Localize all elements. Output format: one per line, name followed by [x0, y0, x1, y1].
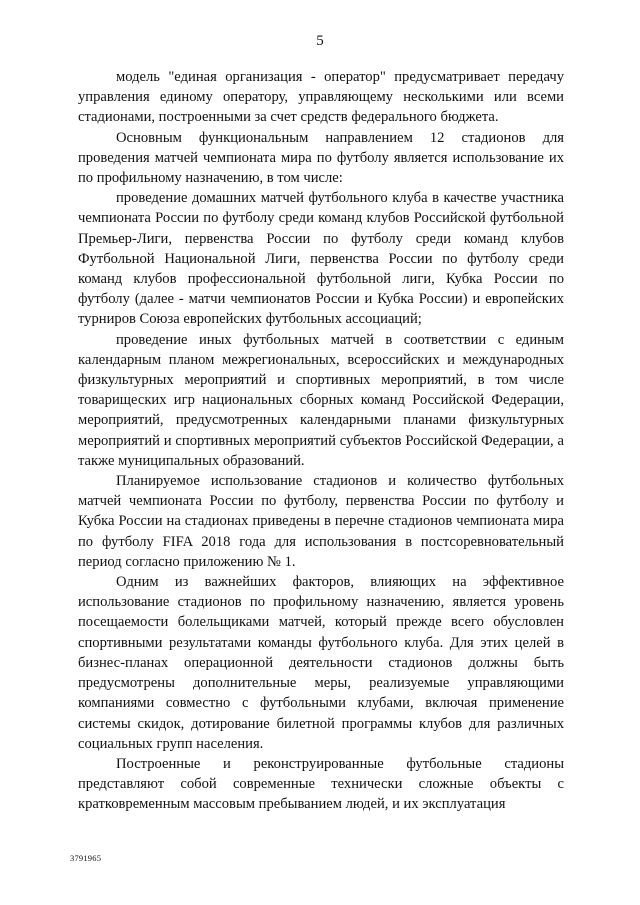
paragraph-6: Одним из важнейших факторов, влияющих на эффективное использование стадионов по профильному назначению, является уровень посещаемости болельщиками матчей, который прежде всего обусловлен спортивными результатами команды футбольного клуба. Для этих целей в бизнес-планах операционной деятельности стадионов должны быть предусмотрены дополнительные меры, реализуемые управляющими компаниями совместно с футбольными клубами, включая применение системы скидок, дотирование билетной программы клубов для различных социальных групп населения. — [78, 574, 564, 752]
paragraph-5: Планируемое использование стадионов и количество футбольных матчей чемпионата России по футболу, первенства России по футболу и Кубка России на стадионах приведены в перечне стадионов чемпионата мира по футболу FIFA 2018 года для использования в постсоревновательный период согласно приложению № 1. — [78, 473, 564, 570]
paragraph-3: проведение домашних матчей футбольного клуба в качестве участника чемпионата России по футболу среди команд клубов Российской футбольной Премьер-Лиги, первенства России по футболу среди команд клубов Футбольной Национальной Лиги, первенства России по футболу среди команд клубов профессиональной футбольной лиги, Кубка России по футболу (далее - матчи чемпионатов России и Кубка России) и европейских турниров Союза европейских футбольных ассоциаций; — [78, 190, 564, 328]
paragraph-1: модель "единая организация - оператор" предусматривает передачу управления единому оператору, управляющему несколькими или всеми стадионами, построенными за счет средств федерального бюджета. — [78, 69, 564, 126]
page-number: 5 — [316, 33, 324, 49]
paragraph-7: Построенные и реконструированные футбольные стадионы представляют собой современные технически сложные объекты с кратковременным массовым пребыванием людей, и их эксплуатация — [78, 755, 564, 813]
paragraph-4: проведение иных футбольных матчей в соответствии с единым календарным планом межрегиональных, всероссийских и международных физкультурных мероприятий и спортивных мероприятий, в том числе товарищеских игр национальных сборных команд Российской Федерации, мероприятий, предусмотренных календарными планами физкультурных мероприятий и спортивных мероприятий субъектов Российской Федерации, а также муниципальных образований. — [78, 331, 564, 469]
body-text — [78, 67, 564, 815]
paragraph-2: Основным функциональным направлением 12 стадионов для проведения матчей чемпионата мира по футболу является использование их по профильному назначению, в том числе: — [78, 129, 564, 187]
document-code: 3791965 — [70, 853, 102, 863]
